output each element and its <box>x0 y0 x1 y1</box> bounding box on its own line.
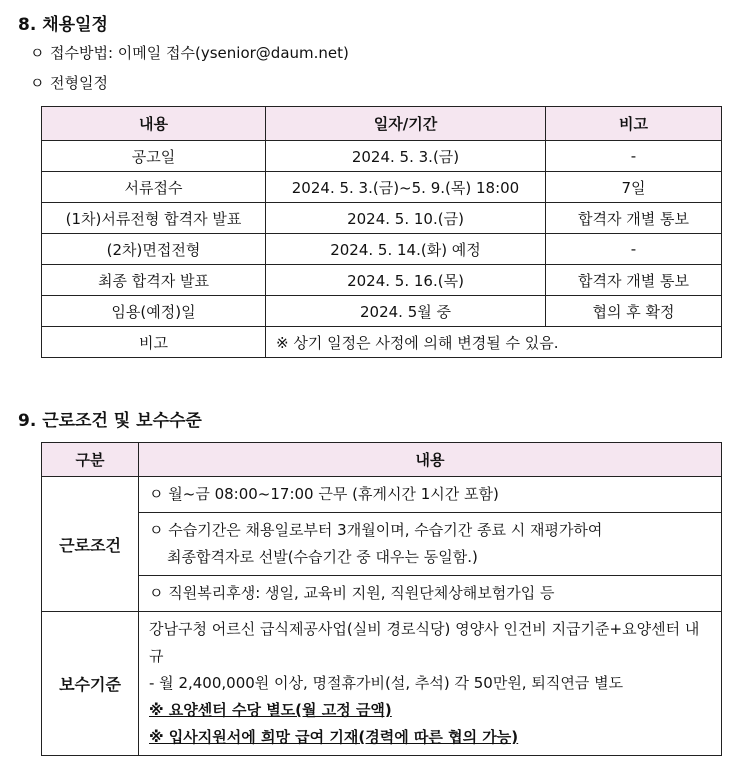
table-row <box>42 612 722 756</box>
pay-note: ※ 입사지원서에 희망 급여 기재(경력에 따른 협의 가능) <box>149 728 519 746</box>
table-row <box>42 296 722 327</box>
table-row <box>42 141 722 172</box>
cell: 2024. 5. 16.(목) <box>266 265 546 296</box>
cell: 협의 후 확정 <box>546 296 722 327</box>
conditions-table <box>41 442 722 756</box>
header-remarks: 비고 <box>546 107 722 141</box>
header-content: 내용 <box>42 107 266 141</box>
cell: 2024. 5. 3.(금)~5. 9.(목) 18:00 <box>266 172 546 203</box>
cell: - <box>546 234 722 265</box>
work-item <box>139 513 722 576</box>
work-item-line: 최종합격자로 선발(수습기간 중 대우는 동일함.) <box>167 548 478 566</box>
cell: 합격자 개별 통보 <box>546 203 722 234</box>
table-header-row <box>42 443 722 477</box>
table-row <box>42 265 722 296</box>
cell: 임용(예정)일 <box>42 296 266 327</box>
cell: 2024. 5. 3.(금) <box>266 141 546 172</box>
section-9-title: 9. 근로조건 및 보수수준 <box>18 411 202 431</box>
pay-label: 보수기준 <box>42 612 139 756</box>
section-8-title: 8. 채용일정 <box>18 15 108 35</box>
cell: (2차)면접전형 <box>42 234 266 265</box>
cell: 합격자 개별 통보 <box>546 265 722 296</box>
cell: 2024. 5. 14.(화) 예정 <box>266 234 546 265</box>
schedule-bullet <box>30 72 108 93</box>
method-bullet <box>30 42 349 63</box>
table-row <box>42 172 722 203</box>
table-row <box>42 477 722 513</box>
pay-content <box>139 612 722 756</box>
header-category: 구분 <box>42 443 139 477</box>
note-label: 비고 <box>42 327 266 358</box>
work-item: ㅇ 직원복리후생: 생일, 교육비 지원, 직원단체상해보험가입 등 <box>139 576 722 612</box>
header-content: 내용 <box>139 443 722 477</box>
circle-bullet-icon: ㅇ <box>30 74 45 92</box>
table-row <box>42 576 722 612</box>
work-item-line: ㅇ 수습기간은 채용일로부터 3개월이며, 수습기간 종료 시 재평가하여 <box>149 521 603 539</box>
note-row <box>42 327 722 358</box>
pay-note: ※ 요양센터 수당 별도(월 고정 금액) <box>149 701 392 719</box>
pay-line: 강남구청 어르신 급식제공사업(실비 경로식당) 영양사 인건비 지급기준+요양센터 내규 <box>149 620 700 665</box>
cell: 서류접수 <box>42 172 266 203</box>
note-text: ※ 상기 일정은 사정에 의해 변경될 수 있음. <box>266 327 722 358</box>
circle-bullet-icon: ㅇ <box>30 44 45 62</box>
table-row <box>42 203 722 234</box>
cell: 2024. 5월 중 <box>266 296 546 327</box>
schedule-text: 전형일정 <box>50 74 108 92</box>
cell: 2024. 5. 10.(금) <box>266 203 546 234</box>
cell: 최종 합격자 발표 <box>42 265 266 296</box>
work-conditions-label: 근로조건 <box>42 477 139 612</box>
cell: - <box>546 141 722 172</box>
table-header-row <box>42 107 722 141</box>
table-row <box>42 234 722 265</box>
work-item: ㅇ 월~금 08:00~17:00 근무 (휴게시간 1시간 포함) <box>139 477 722 513</box>
cell: 7일 <box>546 172 722 203</box>
pay-line: - 월 2,400,000원 이상, 명절휴가비(설, 추석) 각 50만원, 퇴직연금 별도 <box>149 674 624 692</box>
method-text: 접수방법: 이메일 접수(ysenior@daum.net) <box>50 44 349 62</box>
header-date: 일자/기간 <box>266 107 546 141</box>
cell: (1차)서류전형 합격자 발표 <box>42 203 266 234</box>
table-row <box>42 513 722 576</box>
cell: 공고일 <box>42 141 266 172</box>
schedule-table <box>41 106 722 358</box>
